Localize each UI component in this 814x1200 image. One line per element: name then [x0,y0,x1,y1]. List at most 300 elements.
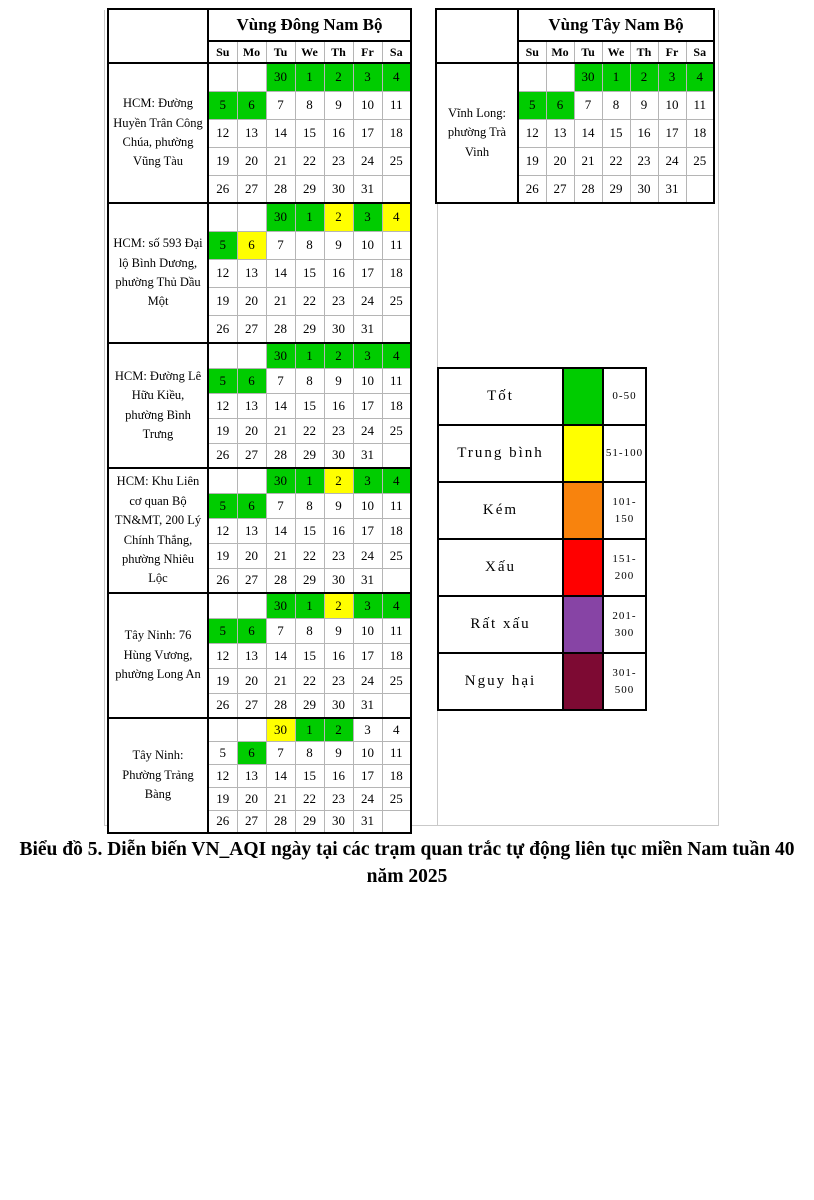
calendar-day-cell: 21 [266,787,295,810]
calendar-day-cell: 8 [295,368,324,393]
calendar-day-cell: 13 [237,643,266,668]
legend-color-swatch [563,539,603,596]
day-header: Su [518,41,546,63]
calendar-day-cell: 20 [237,787,266,810]
calendar-day-cell: 28 [266,175,295,203]
calendar-day-cell: 21 [266,147,295,175]
calendar-day-cell: 27 [546,175,574,203]
calendar-day-cell: 12 [208,518,237,543]
calendar-day-cell: 4 [382,718,411,741]
calendar-day-cell: 29 [295,568,324,593]
calendar-day-cell: 23 [324,418,353,443]
calendar-day-cell: 3 [353,468,382,493]
calendar-day-cell: 17 [353,518,382,543]
legend-color-swatch [563,425,603,482]
calendar-day-cell: 19 [208,287,237,315]
calendar-day-cell: 25 [382,418,411,443]
calendar-day-cell: 22 [295,418,324,443]
calendar-day-cell: 18 [382,119,411,147]
calendar-day-cell: 18 [382,764,411,787]
calendar-day-cell: 20 [237,543,266,568]
calendar-day-cell: 26 [208,568,237,593]
day-header: We [295,41,324,63]
calendar-day-cell: 11 [382,493,411,518]
calendar-day-cell: 9 [324,618,353,643]
calendar-day-cell: 11 [382,368,411,393]
legend-label: Rất xấu [438,596,563,653]
calendar-day-cell: 9 [630,91,658,119]
calendar-day-cell: 9 [324,231,353,259]
figure-caption [0,836,814,891]
calendar-day-cell: 28 [574,175,602,203]
legend-color-swatch [563,653,603,710]
legend-row [438,596,646,653]
calendar-day-cell: 25 [382,543,411,568]
calendar-day-cell: 8 [295,493,324,518]
legend-range: 0-50 [603,368,646,425]
calendar-day-cell: 20 [237,418,266,443]
calendar-day-cell: 22 [295,787,324,810]
calendar-day-cell: 12 [208,764,237,787]
calendar-day-cell: 10 [353,368,382,393]
calendar-day-cell: 9 [324,493,353,518]
calendar-day-cell: 20 [237,147,266,175]
calendar-day-cell: 18 [382,259,411,287]
calendar-day-cell: 13 [237,518,266,543]
calendar-day-cell: 23 [324,668,353,693]
legend-color-swatch [563,368,603,425]
legend-row [438,425,646,482]
calendar-day-cell: 14 [266,393,295,418]
calendar-day-cell: 24 [353,147,382,175]
calendar-day-cell [237,63,266,91]
calendar-day-cell: 30 [630,175,658,203]
calendar-day-cell: 4 [382,343,411,368]
calendar-day-cell: 2 [324,63,353,91]
calendar-day-cell: 1 [295,718,324,741]
calendar-day-cell: 29 [295,810,324,833]
calendar-day-cell: 29 [295,175,324,203]
calendar-day-cell: 20 [237,287,266,315]
calendar-day-cell: 19 [208,147,237,175]
calendar-day-cell: 24 [658,147,686,175]
calendar-day-cell [382,693,411,718]
legend-row [438,539,646,596]
calendar-day-cell: 1 [295,468,324,493]
calendar-day-cell: 23 [324,543,353,568]
calendar-day-cell: 24 [353,543,382,568]
calendar-day-cell: 13 [237,393,266,418]
calendar-day-cell: 30 [324,568,353,593]
day-header: Fr [353,41,382,63]
calendar-day-cell: 14 [574,119,602,147]
calendar-day-cell: 26 [208,315,237,343]
calendar-day-cell: 2 [324,203,353,231]
calendar-day-cell: 19 [518,147,546,175]
calendar-day-cell: 23 [324,147,353,175]
calendar-day-cell: 9 [324,91,353,119]
calendar-day-cell [382,315,411,343]
calendar-day-cell: 13 [237,259,266,287]
calendar-day-cell: 23 [324,787,353,810]
day-header: Su [208,41,237,63]
calendar-day-cell [208,343,237,368]
calendar-day-cell: 29 [602,175,630,203]
calendar-day-cell [382,810,411,833]
calendar-day-cell: 14 [266,643,295,668]
calendar-day-cell: 28 [266,443,295,468]
calendar-day-cell: 28 [266,568,295,593]
calendar-day-cell: 28 [266,315,295,343]
calendar-day-cell: 6 [237,618,266,643]
legend-label: Kém [438,482,563,539]
calendar-day-cell [237,343,266,368]
calendar-day-cell [237,593,266,618]
calendar-day-cell [237,203,266,231]
calendar-week-row [108,203,411,231]
calendar-day-cell: 22 [295,668,324,693]
calendar-day-cell: 11 [382,231,411,259]
calendar-day-cell: 26 [208,810,237,833]
calendar-day-cell: 21 [574,147,602,175]
calendar-day-cell: 5 [208,91,237,119]
calendar-day-cell: 20 [237,668,266,693]
legend-range: 151-200 [603,539,646,596]
calendar-day-cell: 2 [324,718,353,741]
region-southeast-calendars [107,8,412,834]
calendar-day-cell: 18 [382,518,411,543]
calendar-day-cell: 10 [658,91,686,119]
calendar-day-cell: 7 [266,91,295,119]
calendar-day-cell: 6 [546,91,574,119]
calendar-day-cell: 18 [382,643,411,668]
calendar-day-cell [237,468,266,493]
calendar-day-cell: 17 [353,764,382,787]
region-southwest-calendars [435,8,715,204]
calendar-day-cell: 16 [324,119,353,147]
calendar-day-cell: 30 [266,593,295,618]
calendar-day-cell: 15 [295,393,324,418]
calendar-day-cell: 15 [602,119,630,147]
station-column-header [436,9,518,63]
calendar-day-cell: 22 [295,147,324,175]
calendar-day-cell: 18 [686,119,714,147]
calendar-day-cell: 3 [658,63,686,91]
calendar-day-cell: 10 [353,618,382,643]
calendar-day-cell: 20 [546,147,574,175]
calendar-day-cell: 30 [266,718,295,741]
calendar-day-cell: 24 [353,668,382,693]
calendar-day-cell: 25 [382,787,411,810]
calendar-day-cell: 1 [295,203,324,231]
calendar-day-cell: 13 [237,119,266,147]
calendar-day-cell: 30 [266,468,295,493]
calendar-week-row [108,63,411,91]
calendar-day-cell [382,175,411,203]
calendar-day-cell: 8 [295,741,324,764]
legend-label: Nguy hại [438,653,563,710]
calendar-day-cell [546,63,574,91]
calendar-day-cell: 8 [295,231,324,259]
calendar-day-cell: 27 [237,693,266,718]
calendar-day-cell [382,443,411,468]
aqi-legend [437,367,647,711]
station-block [108,468,411,593]
calendar-day-cell [208,468,237,493]
calendar-day-cell: 7 [266,493,295,518]
station-block [108,343,411,468]
calendar-day-cell: 21 [266,668,295,693]
calendar-day-cell: 22 [295,543,324,568]
calendar-day-cell: 6 [237,91,266,119]
calendar-day-cell: 5 [208,493,237,518]
calendar-day-cell: 30 [266,203,295,231]
calendar-day-cell: 16 [324,643,353,668]
calendar-day-cell: 15 [295,643,324,668]
calendar-day-cell: 19 [208,787,237,810]
calendar-day-cell: 5 [208,741,237,764]
calendar-day-cell: 3 [353,718,382,741]
calendar-day-cell: 17 [353,393,382,418]
calendar-day-cell: 3 [353,203,382,231]
calendar-day-cell: 7 [266,231,295,259]
calendar-week-row [108,593,411,618]
calendar-day-cell: 24 [353,287,382,315]
legend-row [438,368,646,425]
calendar-day-cell [686,175,714,203]
calendar-day-cell: 7 [266,741,295,764]
calendar-day-cell: 31 [353,315,382,343]
legend-label: Xấu [438,539,563,596]
calendar-day-cell: 31 [353,693,382,718]
calendar-day-cell: 9 [324,368,353,393]
calendar-day-cell: 31 [353,443,382,468]
calendar-day-cell: 16 [630,119,658,147]
calendar-day-cell: 19 [208,668,237,693]
calendar-day-cell: 26 [518,175,546,203]
calendar-day-cell: 25 [382,668,411,693]
calendar-day-cell: 2 [630,63,658,91]
station-block [108,718,411,833]
calendar-day-cell: 22 [295,287,324,315]
calendar-day-cell: 12 [208,393,237,418]
calendar-day-cell: 6 [237,493,266,518]
calendar-day-cell: 6 [237,368,266,393]
calendar-day-cell: 3 [353,343,382,368]
calendar-day-cell [208,593,237,618]
day-header: We [602,41,630,63]
calendar-day-cell: 2 [324,593,353,618]
calendar-week-row [108,468,411,493]
station-label: HCM: Đường Huyền Trân Công Chúa, phường Vũng Tàu [108,63,208,203]
calendar-day-cell: 4 [382,203,411,231]
calendar-day-cell: 27 [237,315,266,343]
calendar-day-cell: 7 [266,618,295,643]
calendar-day-cell: 15 [295,119,324,147]
calendar-day-cell: 27 [237,568,266,593]
calendar-day-cell: 4 [382,593,411,618]
calendar-day-cell: 29 [295,315,324,343]
calendar-day-cell: 16 [324,393,353,418]
legend-range: 301-500 [603,653,646,710]
calendar-day-cell: 30 [324,810,353,833]
day-header: Th [324,41,353,63]
calendar-day-cell: 13 [237,764,266,787]
calendar-day-cell: 11 [382,741,411,764]
calendar-day-cell: 24 [353,787,382,810]
calendar-day-cell: 10 [353,91,382,119]
calendar-day-cell: 21 [266,543,295,568]
calendar-day-cell: 5 [208,231,237,259]
calendar-day-cell: 6 [237,231,266,259]
calendar-week-row [108,343,411,368]
calendar-day-cell: 26 [208,175,237,203]
station-block [436,63,714,203]
calendar-day-cell: 1 [295,593,324,618]
legend-range: 51-100 [603,425,646,482]
calendar-day-cell: 1 [295,343,324,368]
calendar-day-cell: 4 [686,63,714,91]
day-header: Tu [574,41,602,63]
calendar-day-cell: 28 [266,810,295,833]
legend-label: Tốt [438,368,563,425]
aqi-legend-table [437,367,647,711]
calendar-day-cell: 3 [353,63,382,91]
calendar-day-cell: 14 [266,518,295,543]
calendar-day-cell [237,718,266,741]
calendar-day-cell: 26 [208,443,237,468]
calendar-day-cell: 25 [382,287,411,315]
calendar-day-cell: 4 [382,63,411,91]
calendar-day-cell: 29 [295,443,324,468]
calendar-day-cell: 30 [324,443,353,468]
calendar-day-cell: 4 [382,468,411,493]
legend-range: 101-150 [603,482,646,539]
day-header: Tu [266,41,295,63]
calendar-day-cell: 9 [324,741,353,764]
region-table [107,8,412,834]
calendar-day-cell: 5 [208,368,237,393]
calendar-day-cell: 12 [208,643,237,668]
calendar-day-cell: 14 [266,259,295,287]
calendar-day-cell: 30 [266,343,295,368]
region-title: Vùng Đông Nam Bộ [208,9,411,41]
calendar-day-cell: 11 [382,618,411,643]
calendar-day-cell: 12 [208,259,237,287]
legend-row [438,482,646,539]
calendar-day-cell: 8 [602,91,630,119]
station-label: Vĩnh Long: phường Trà Vinh [436,63,518,203]
calendar-day-cell: 18 [382,393,411,418]
calendar-day-cell: 10 [353,493,382,518]
calendar-day-cell: 13 [546,119,574,147]
calendar-day-cell: 23 [630,147,658,175]
station-label: Tây Ninh: 76 Hùng Vương, phường Long An [108,593,208,718]
calendar-day-cell: 6 [237,741,266,764]
calendar-day-cell: 10 [353,741,382,764]
calendar-day-cell: 14 [266,119,295,147]
calendar-day-cell: 2 [324,468,353,493]
calendar-day-cell: 17 [353,259,382,287]
station-label: HCM: số 593 Đại lộ Bình Dương, phường Thủ Dầu Một [108,203,208,343]
figure-caption-text: Biểu đồ 5. Diễn biến VN_AQI ngày tại các trạm quan trắc tự động liên tục miền Nam tuần 40 năm 2025 [19,839,795,888]
calendar-day-cell: 21 [266,418,295,443]
calendar-day-cell: 27 [237,443,266,468]
calendar-day-cell: 16 [324,764,353,787]
calendar-day-cell: 12 [208,119,237,147]
station-block [108,593,411,718]
calendar-day-cell: 28 [266,693,295,718]
day-header: Th [630,41,658,63]
day-header: Mo [546,41,574,63]
calendar-day-cell: 15 [295,764,324,787]
calendar-day-cell: 30 [324,315,353,343]
calendar-week-row [108,718,411,741]
day-header: Mo [237,41,266,63]
calendar-day-cell: 15 [295,518,324,543]
region-table [435,8,715,204]
calendar-day-cell: 27 [237,175,266,203]
calendar-day-cell: 5 [518,91,546,119]
calendar-day-cell: 23 [324,287,353,315]
calendar-day-cell: 1 [295,63,324,91]
station-label: HCM: Đường Lê Hữu Kiều, phường Bình Trưng [108,343,208,468]
station-block [108,203,411,343]
calendar-day-cell: 15 [295,259,324,287]
calendar-day-cell: 30 [324,693,353,718]
legend-color-swatch [563,596,603,653]
calendar-day-cell: 3 [353,593,382,618]
calendar-day-cell: 16 [324,518,353,543]
calendar-day-cell: 7 [574,91,602,119]
calendar-day-cell [382,568,411,593]
calendar-day-cell: 11 [382,91,411,119]
calendar-day-cell: 17 [353,119,382,147]
calendar-day-cell: 12 [518,119,546,147]
calendar-day-cell: 25 [382,147,411,175]
station-label: Tây Ninh: Phường Trảng Bàng [108,718,208,833]
station-label: HCM: Khu Liên cơ quan Bộ TN&MT, 200 Lý Chính Thắng, phường Nhiêu Lộc [108,468,208,593]
calendar-day-cell: 19 [208,418,237,443]
calendar-day-cell: 29 [295,693,324,718]
day-header: Sa [686,41,714,63]
calendar-day-cell: 31 [353,810,382,833]
region-title: Vùng Tây Nam Bộ [518,9,714,41]
calendar-day-cell [518,63,546,91]
calendar-day-cell: 31 [353,175,382,203]
calendar-day-cell [208,63,237,91]
calendar-day-cell: 17 [353,643,382,668]
day-header: Sa [382,41,411,63]
calendar-day-cell: 14 [266,764,295,787]
calendar-day-cell: 1 [602,63,630,91]
calendar-day-cell: 27 [237,810,266,833]
calendar-day-cell: 7 [266,368,295,393]
station-column-header [108,9,208,63]
calendar-day-cell: 21 [266,287,295,315]
calendar-day-cell: 11 [686,91,714,119]
calendar-day-cell: 17 [658,119,686,147]
calendar-day-cell: 16 [324,259,353,287]
calendar-day-cell: 26 [208,693,237,718]
calendar-day-cell: 10 [353,231,382,259]
calendar-day-cell: 25 [686,147,714,175]
calendar-day-cell: 8 [295,618,324,643]
legend-row [438,653,646,710]
calendar-day-cell: 30 [266,63,295,91]
calendar-day-cell: 30 [574,63,602,91]
calendar-day-cell [208,203,237,231]
